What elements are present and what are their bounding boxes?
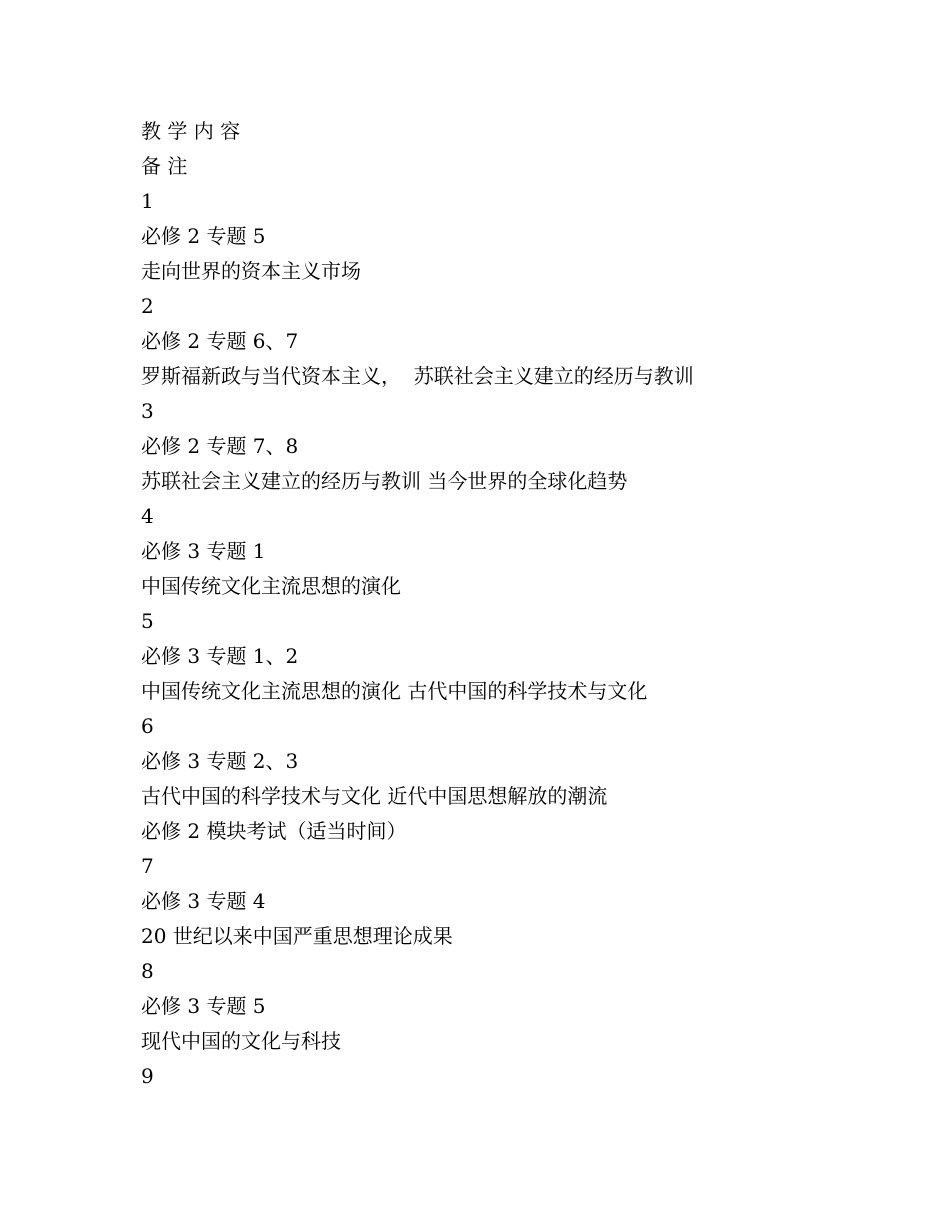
module-topic: 必修 2 专题 5 bbox=[141, 224, 266, 248]
lesson-title: 苏联社会主义建立的经历与教训 当今世界的全球化趋势 bbox=[141, 469, 628, 493]
module-topic: 必修 3 专题 2、3 bbox=[141, 749, 299, 773]
lesson-title: 中国传统文化主流思想的演化 bbox=[141, 574, 401, 598]
header-content: 教 学 内 容 bbox=[141, 119, 241, 143]
lesson-title: 古代中国的科学技术与文化 近代中国思想解放的潮流 bbox=[141, 784, 608, 808]
week-number: 9 bbox=[141, 1064, 154, 1088]
module-topic: 必修 2 专题 6、7 bbox=[141, 329, 299, 353]
lesson-title: 现代中国的文化与科技 bbox=[141, 1029, 341, 1053]
week-number: 5 bbox=[141, 609, 154, 633]
week-number: 1 bbox=[141, 189, 154, 213]
week-number: 6 bbox=[141, 714, 154, 738]
week-number: 4 bbox=[141, 504, 154, 528]
lesson-title: 罗斯福新政与当代资本主义， 苏联社会主义建立的经历与教训 bbox=[141, 364, 694, 388]
exam-note: 必修 2 模块考试（适当时间） bbox=[141, 819, 407, 843]
week-number: 8 bbox=[141, 959, 154, 983]
header-notes: 备 注 bbox=[141, 154, 188, 178]
module-topic: 必修 3 专题 4 bbox=[141, 889, 266, 913]
document-body bbox=[141, 114, 694, 1094]
lesson-title: 走向世界的资本主义市场 bbox=[141, 259, 361, 283]
module-topic: 必修 3 专题 1 bbox=[141, 539, 266, 563]
lesson-title: 中国传统文化主流思想的演化 古代中国的科学技术与文化 bbox=[141, 679, 648, 703]
module-topic: 必修 3 专题 5 bbox=[141, 994, 266, 1018]
module-topic: 必修 3 专题 1、2 bbox=[141, 644, 299, 668]
module-topic: 必修 2 专题 7、8 bbox=[141, 434, 299, 458]
week-number: 3 bbox=[141, 399, 154, 423]
lesson-title: 20 世纪以来中国严重思想理论成果 bbox=[141, 924, 453, 948]
week-number: 2 bbox=[141, 294, 154, 318]
week-number: 7 bbox=[141, 854, 154, 878]
